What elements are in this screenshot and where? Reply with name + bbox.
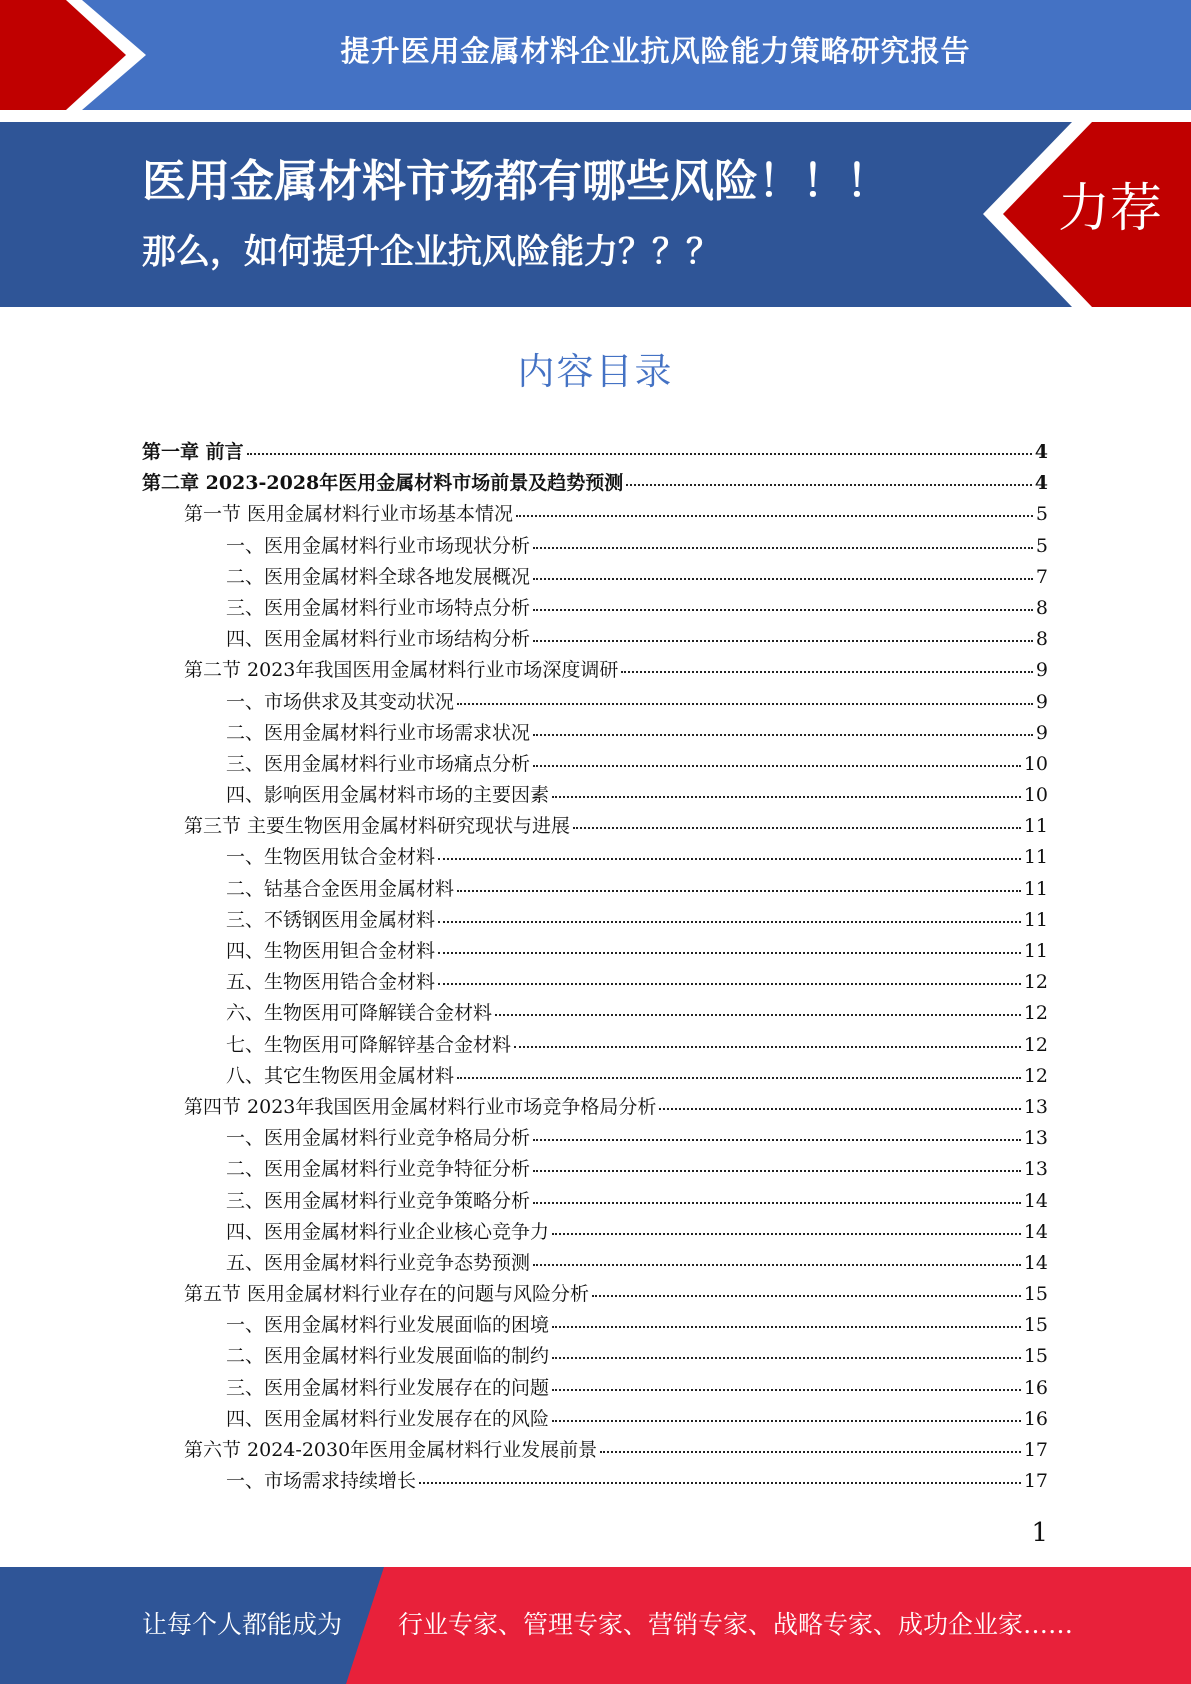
toc-entry[interactable] xyxy=(142,998,1048,1029)
toc-dot-leader xyxy=(533,547,1033,549)
toc-entry[interactable] xyxy=(142,1404,1048,1435)
toc-entry-title: 二、钴基合金医用金属材料 xyxy=(226,877,455,900)
toc-entry-page: 13 xyxy=(1023,1158,1048,1181)
toc-entry-page: 15 xyxy=(1023,1345,1048,1368)
toc-entry-page: 12 xyxy=(1023,1033,1048,1056)
toc-dot-leader xyxy=(533,1264,1021,1266)
toc-entry[interactable] xyxy=(142,593,1048,624)
footer-slogan-right: 行业专家、管理专家、营销专家、战略专家、成功企业家…… xyxy=(398,1610,1074,1639)
toc-entry-page: 14 xyxy=(1023,1189,1048,1212)
toc-entry-page: 17 xyxy=(1023,1439,1048,1461)
toc-entry[interactable] xyxy=(142,1248,1048,1279)
toc-dot-leader xyxy=(457,890,1021,892)
toc-entry-page: 12 xyxy=(1023,971,1048,994)
toc-entry[interactable] xyxy=(142,780,1048,811)
toc-entry-page: 5 xyxy=(1035,534,1048,557)
table-of-contents xyxy=(142,437,1048,1497)
toc-dot-leader xyxy=(533,1139,1021,1141)
toc-entry[interactable] xyxy=(142,718,1048,749)
toc-entry[interactable] xyxy=(142,1154,1048,1185)
toc-entry[interactable] xyxy=(142,1373,1048,1404)
toc-entry[interactable] xyxy=(142,468,1048,499)
page-number: 1 xyxy=(1031,1518,1048,1548)
recommend-badge: 力荐 xyxy=(1058,179,1163,239)
toc-entry-page: 7 xyxy=(1035,565,1048,588)
toc-dot-leader xyxy=(573,827,1021,829)
toc-entry-title: 三、医用金属材料行业发展存在的问题 xyxy=(226,1376,550,1399)
toc-entry-page: 9 xyxy=(1035,690,1048,713)
toc-dot-leader xyxy=(552,1326,1021,1328)
toc-entry-title: 第六节 2024-2030年医用金属材料行业发展前景 xyxy=(184,1439,598,1461)
toc-entry[interactable] xyxy=(142,1061,1048,1092)
toc-entry-title: 四、生物医用钽合金材料 xyxy=(226,940,436,962)
toc-dot-leader xyxy=(514,1046,1021,1048)
toc-entry-page: 4 xyxy=(1034,472,1048,495)
toc-entry-page: 13 xyxy=(1023,1095,1048,1118)
toc-entry[interactable] xyxy=(142,562,1048,593)
toc-entry-title: 四、医用金属材料行业市场结构分析 xyxy=(226,628,531,651)
hero-banner xyxy=(0,122,1191,307)
toc-entry[interactable] xyxy=(142,967,1048,998)
toc-entry-title: 三、医用金属材料行业市场痛点分析 xyxy=(226,752,531,775)
toc-entry-title: 第五节 医用金属材料行业存在的问题与风险分析 xyxy=(184,1283,590,1306)
toc-dot-leader xyxy=(533,1202,1021,1204)
toc-entry-title: 第四节 2023年我国医用金属材料行业市场竞争格局分析 xyxy=(184,1095,657,1118)
toc-entry[interactable] xyxy=(142,1186,1048,1217)
toc-entry-title: 三、不锈钢医用金属材料 xyxy=(226,908,436,931)
toc-entry-page: 10 xyxy=(1023,784,1048,807)
toc-entry-page: 16 xyxy=(1023,1407,1048,1430)
toc-dot-leader xyxy=(438,858,1021,860)
toc-dot-leader xyxy=(552,796,1021,798)
toc-entry-title: 第二节 2023年我国医用金属材料行业市场深度调研 xyxy=(184,659,619,682)
toc-entry-title: 四、医用金属材料行业发展存在的风险 xyxy=(226,1407,550,1430)
toc-entry[interactable] xyxy=(142,905,1048,936)
toc-entry-title: 第二章 2023-2028年医用金属材料市场前景及趋势预测 xyxy=(142,472,624,495)
toc-entry-page: 10 xyxy=(1023,752,1048,775)
toc-dot-leader xyxy=(533,609,1033,611)
toc-entry-page: 14 xyxy=(1023,1251,1048,1274)
toc-entry-title: 四、影响医用金属材料市场的主要因素 xyxy=(226,784,550,807)
toc-entry-title: 一、市场需求持续增长 xyxy=(226,1470,417,1493)
toc-dot-leader xyxy=(552,1420,1021,1422)
toc-heading: 内容目录 xyxy=(517,350,674,393)
toc-entry-title: 一、医用金属材料行业市场现状分析 xyxy=(226,534,531,557)
toc-entry-title: 四、医用金属材料行业企业核心竞争力 xyxy=(226,1220,550,1243)
toc-entry[interactable] xyxy=(142,1217,1048,1248)
toc-dot-leader xyxy=(533,734,1033,736)
toc-dot-leader xyxy=(533,640,1033,642)
toc-entry-title: 第一章 前言 xyxy=(142,441,244,463)
toc-entry-page: 16 xyxy=(1023,1376,1048,1399)
toc-entry[interactable] xyxy=(142,874,1048,905)
toc-entry-page: 4 xyxy=(1034,441,1048,463)
toc-dot-leader xyxy=(247,453,1032,455)
toc-entry[interactable] xyxy=(142,687,1048,718)
toc-dot-leader xyxy=(419,1482,1021,1484)
toc-dot-leader xyxy=(457,703,1033,705)
toc-dot-leader xyxy=(533,1170,1021,1172)
toc-entry-page: 12 xyxy=(1023,1002,1048,1025)
toc-entry-title: 六、生物医用可降解镁合金材料 xyxy=(226,1002,493,1025)
toc-dot-leader xyxy=(516,515,1033,517)
hero-graphic xyxy=(0,122,1191,307)
toc-entry-page: 11 xyxy=(1023,815,1048,838)
toc-dot-leader xyxy=(533,765,1021,767)
toc-entry-title: 二、医用金属材料全球各地发展概况 xyxy=(226,565,531,588)
toc-entry[interactable] xyxy=(142,499,1048,530)
toc-dot-leader xyxy=(552,1389,1021,1391)
toc-entry-title: 一、医用金属材料行业竞争格局分析 xyxy=(226,1127,531,1150)
toc-entry[interactable] xyxy=(142,1341,1048,1372)
toc-entry-page: 8 xyxy=(1035,596,1048,619)
toc-dot-leader xyxy=(552,1233,1021,1235)
toc-entry-page: 15 xyxy=(1023,1283,1048,1306)
toc-entry-page: 13 xyxy=(1023,1127,1048,1150)
toc-entry[interactable] xyxy=(142,936,1048,967)
toc-entry[interactable] xyxy=(142,1030,1048,1061)
toc-entry[interactable] xyxy=(142,437,1048,468)
toc-dot-leader xyxy=(552,1357,1021,1359)
toc-dot-leader xyxy=(533,578,1033,580)
toc-dot-leader xyxy=(600,1451,1021,1453)
toc-entry-page: 11 xyxy=(1023,908,1048,931)
toc-entry[interactable] xyxy=(142,1466,1048,1497)
toc-entry-title: 七、生物医用可降解锌基合金材料 xyxy=(226,1033,512,1056)
toc-entry-page: 11 xyxy=(1023,877,1048,900)
hero-subheadline: 那么，如何提升企业抗风险能力？？？ xyxy=(142,232,720,272)
toc-entry-page: 8 xyxy=(1035,628,1048,651)
toc-entry-page: 9 xyxy=(1035,721,1048,744)
toc-entry-title: 三、医用金属材料行业市场特点分析 xyxy=(226,596,531,619)
toc-dot-leader xyxy=(621,671,1033,673)
toc-entry-title: 二、医用金属材料行业发展面临的制约 xyxy=(226,1345,550,1368)
toc-entry-title: 五、生物医用锆合金材料 xyxy=(226,971,436,994)
toc-entry[interactable] xyxy=(142,531,1048,562)
toc-entry-page: 14 xyxy=(1023,1220,1048,1243)
hero-headline: 医用金属材料市场都有哪些风险！！！ xyxy=(142,156,890,207)
toc-dot-leader xyxy=(438,983,1021,985)
top-banner xyxy=(0,0,1191,110)
toc-entry-page: 5 xyxy=(1035,503,1048,526)
toc-entry[interactable] xyxy=(142,1123,1048,1154)
toc-entry-page: 15 xyxy=(1023,1314,1048,1337)
toc-dot-leader xyxy=(659,1108,1020,1110)
toc-dot-leader xyxy=(626,484,1032,486)
toc-entry-title: 二、医用金属材料行业竞争特征分析 xyxy=(226,1158,531,1181)
toc-entry-title: 一、市场供求及其变动状况 xyxy=(226,690,455,713)
toc-entry-title: 一、医用金属材料行业发展面临的困境 xyxy=(226,1314,550,1337)
toc-entry[interactable] xyxy=(142,749,1048,780)
toc-entry[interactable] xyxy=(142,811,1048,842)
footer-slogan-left: 让每个人都能成为 xyxy=(142,1610,343,1639)
toc-entry-page: 12 xyxy=(1023,1064,1048,1087)
toc-entry-title: 八、其它生物医用金属材料 xyxy=(226,1064,455,1087)
toc-entry-title: 五、医用金属材料行业竞争态势预测 xyxy=(226,1251,531,1274)
toc-entry[interactable] xyxy=(142,655,1048,686)
footer-banner xyxy=(0,1567,1191,1684)
toc-entry[interactable] xyxy=(142,1279,1048,1310)
toc-dot-leader xyxy=(592,1295,1021,1297)
toc-entry-page: 11 xyxy=(1023,846,1048,869)
toc-dot-leader xyxy=(438,921,1021,923)
toc-entry-title: 一、生物医用钛合金材料 xyxy=(226,846,436,869)
toc-entry-title: 第一节 医用金属材料行业市场基本情况 xyxy=(184,503,514,526)
toc-entry[interactable] xyxy=(142,1092,1048,1123)
report-title: 提升医用金属材料企业抗风险能力策略研究报告 xyxy=(340,34,971,68)
toc-entry[interactable] xyxy=(142,1435,1048,1466)
toc-entry-page: 17 xyxy=(1023,1470,1048,1493)
toc-entry-page: 9 xyxy=(1035,659,1048,682)
toc-entry[interactable] xyxy=(142,842,1048,873)
toc-dot-leader xyxy=(438,952,1021,954)
toc-entry-title: 第三节 主要生物医用金属材料研究现状与进展 xyxy=(184,815,571,838)
toc-entry-page: 11 xyxy=(1023,940,1048,962)
toc-dot-leader xyxy=(495,1014,1021,1016)
toc-entry[interactable] xyxy=(142,1310,1048,1341)
toc-entry[interactable] xyxy=(142,624,1048,655)
toc-dot-leader xyxy=(457,1077,1021,1079)
toc-entry-title: 三、医用金属材料行业竞争策略分析 xyxy=(226,1189,531,1212)
toc-entry-title: 二、医用金属材料行业市场需求状况 xyxy=(226,721,531,744)
